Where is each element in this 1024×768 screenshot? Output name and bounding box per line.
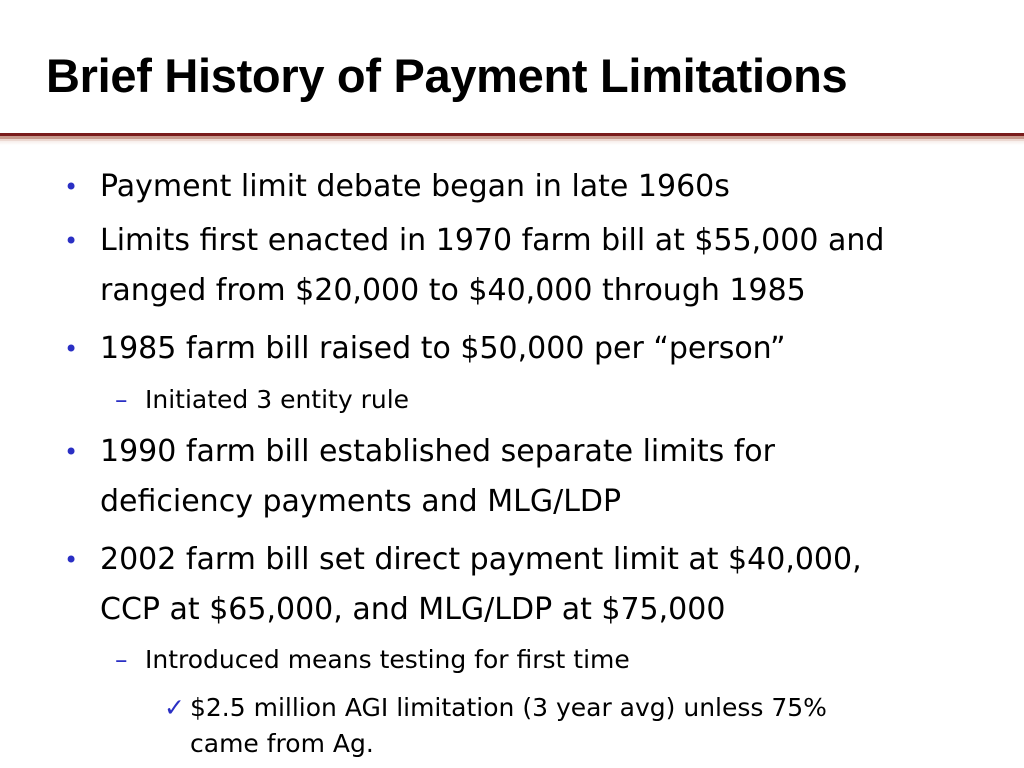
dash-marker: – <box>115 385 128 414</box>
check-icon: ✓ <box>164 693 185 722</box>
bullet-marker: • <box>64 546 79 574</box>
sub-sub-bullet-item <box>164 690 827 762</box>
bullet-text: 1985 farm bill raised to $50,000 per “person” <box>100 331 786 366</box>
bullet-item <box>64 322 786 376</box>
bullet-text: ranged from $20,000 to $40,000 through 1985 <box>100 273 806 308</box>
bullet-marker: • <box>64 438 79 466</box>
sub-bullet-item <box>115 642 630 678</box>
bullet-text: deficiency payments and MLG/LDP <box>100 484 622 519</box>
bullet-text: CCP at $65,000, and MLG/LDP at $75,000 <box>100 592 726 627</box>
sub-bullet-text: Initiated 3 entity rule <box>145 385 410 414</box>
slide-title: Brief History of Payment Limitations <box>46 49 848 102</box>
dash-marker: – <box>115 645 128 674</box>
sub-sub-bullet-text: $2.5 million AGI limitation (3 year avg) unless 75% <box>190 693 827 722</box>
bullet-item <box>64 216 885 316</box>
bullet-marker: • <box>64 227 79 255</box>
sub-sub-bullet-text: came from Ag. <box>190 729 374 758</box>
bullet-marker: • <box>64 173 79 201</box>
bullet-item <box>64 160 730 214</box>
sub-bullet-text: Introduced means testing for first time <box>145 645 630 674</box>
bullet-text: Payment limit debate began in late 1960s <box>100 169 730 204</box>
bullet-item <box>64 535 862 635</box>
bullet-item <box>64 427 775 527</box>
sub-bullet-item <box>115 382 410 418</box>
bullet-text: Limits first enacted in 1970 farm bill at $55,000 and <box>100 223 885 258</box>
bullet-marker: • <box>64 335 79 363</box>
bullet-text: 1990 farm bill established separate limits for <box>100 434 775 469</box>
bullet-text: 2002 farm bill set direct payment limit at $40,000, <box>100 542 862 577</box>
